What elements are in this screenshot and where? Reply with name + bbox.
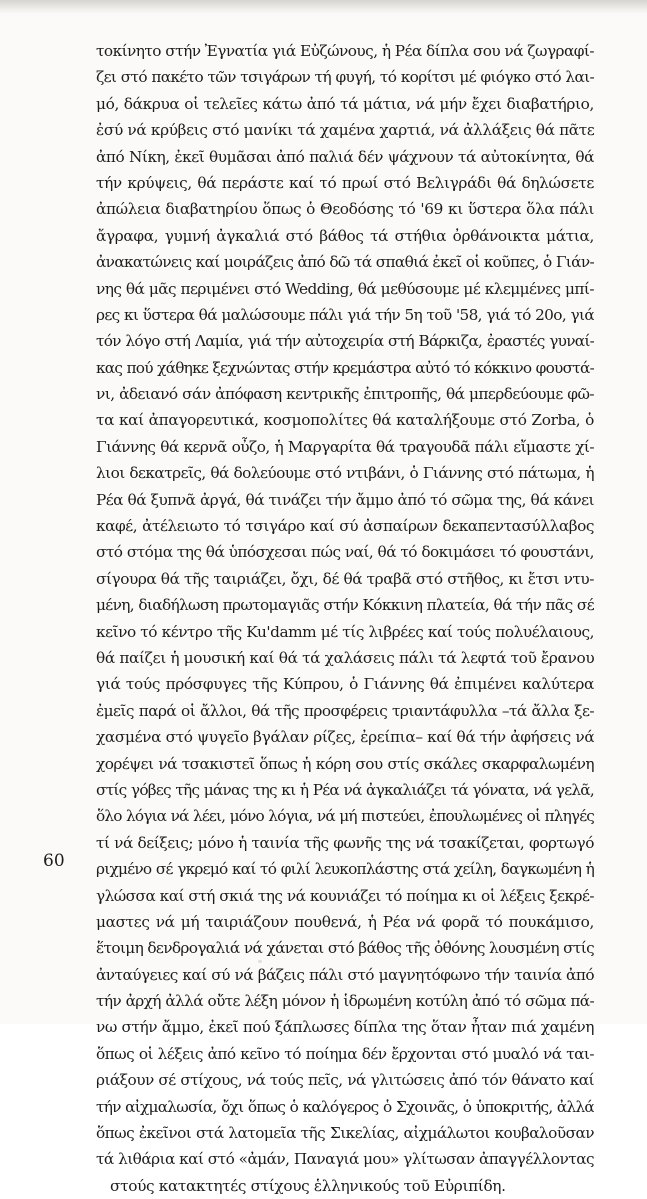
text-line: Γιάννης θά κερνᾶ οὖζο, ἡ Μαργαρίτα θά τραγουδᾶ πάλι εἴμαστε χί- bbox=[96, 437, 594, 456]
text-line: λιοι δεκατρεῖς, θά δολεύουμε στό ντιβάνι, ὁ Γιάννης στό πάτωμα, ἡ bbox=[96, 464, 594, 483]
text-line: μό, δάκρυα οἱ τελεῖες κάτω ἀπό τά μάτια, νά μήν ἔχει διαβατήριο, bbox=[96, 94, 594, 113]
text-line: γιά τούς πρόσφυγες τῆς Κύπρου, ὁ Γιάννης θά ἐπιμένει καλύτερα bbox=[96, 675, 594, 694]
text-line: ριχμένο σέ γκρεμό καί τό φιλί λευκοπλάστης στά χείλη, δαγκωμένη ἡ bbox=[96, 860, 594, 879]
text-line: τα καί ἀπαγορευτικά, κοσμοπολίτες θά καταλήξουμε στό Zorba, ὁ bbox=[96, 411, 594, 430]
text-line: κεῖνο τό κέντρο τῆς Ku'damm μέ τίς λιβρέες καί τούς πολυέλαιους, bbox=[96, 622, 594, 641]
text-line: νης θά μᾶς περιμένει στό Wedding, θά μεθύσουμε μέ κλεμμένες μπί- bbox=[96, 279, 594, 298]
text-line: τά λιθάρια καί στό «ἀμάν, Παναγιά μου» γλίτωσαν ἀπαγγέλλοντας bbox=[96, 1150, 594, 1169]
text-line: Ρέα θά ξυπνᾶ ἀργά, θά τινάζει τήν ἄμμο ἀπό τό σῶμα της, θά κάνει bbox=[96, 490, 594, 509]
page-number: 60 bbox=[43, 851, 65, 871]
text-line: ἐσύ νά κρύβεις στό μανίκι τά χαμένα χαρτιά, νά ἀλλάξεις θά πᾶτε bbox=[96, 121, 594, 140]
text-line: νω στήν ἄμμο, ἐκεῖ πού ξάπλωσες δίπλα της ὅταν ἦταν πιά χαμένη bbox=[96, 1018, 594, 1037]
text-line: καφέ, ἀτέλειωτο τό τσιγάρο καί σύ ἀσπαίρων δεκαπεντασύλλαβος bbox=[96, 517, 594, 536]
scan-speck bbox=[258, 960, 262, 963]
text-line: ἀπώλεια διαβατηρίου ὅπως ὁ Θεοδόσης τό '69 κι ὕστερα ὅλα πάλι bbox=[96, 200, 594, 219]
text-line: στίς γόβες τῆς μάνας της κι ἡ Ρέα νά ἀγκαλιάζει τά γόνατα, νά γελᾶ, bbox=[96, 780, 594, 799]
text-line: νι, ἀδειανό σάν ἀπόφαση κεντρικῆς ἐπιτροπῆς, θά μπερδεύουμε φῶ- bbox=[96, 385, 594, 404]
text-line: τήν ἀρχή ἀλλά οὔτε λέξη μόνον ἡ ἱδρωμένη κοτύλη ἀπό τό σῶμα πά- bbox=[96, 992, 594, 1011]
text-line: ὅπως οἱ λέξεις ἀπό κεῖνο τό ποίημα δέν ἔρχονται στό μυαλό νά ται- bbox=[96, 1044, 594, 1063]
text-line: ὅπως ἐκεῖνοι στά λατομεῖα τῆς Σικελίας, αἰχμάλωτοι κουβαλοῦσαν bbox=[96, 1124, 594, 1143]
text-line: στούς κατακτητές στίχους ἑλληνικούς τοῦ Εὐριπίδη. bbox=[110, 1176, 506, 1195]
text-line: κας πού χάθηκε ξεχνώντας στήν κρεμάστρα αὐτό τό κόκκινο φουστά- bbox=[96, 358, 594, 377]
text-line: ὅλο λόγια νά λέει, μόνο λόγια, νά μή πιστεύει, ἐπουλωμένες οἱ πληγές bbox=[96, 807, 594, 826]
text-line: τόν λόγο στή Λαμία, γιά τήν αὐτοχειρία στή Βάρκιζα, ἐραστές γυναί- bbox=[96, 332, 594, 351]
scan-edge-shadow bbox=[0, 0, 647, 14]
text-line: ἐμεῖς παρά οἱ ἄλλοι, θά τῆς προσφέρεις τριαντάφυλλα –τά ἄλλα ξε- bbox=[96, 701, 594, 720]
text-line: ἄγραφα, γυμνή ἀγκαλιά στό βάθος τά στήθια ὀρθάνοικτα μάτια, bbox=[96, 226, 594, 245]
text-line: γλώσσα καί στή σκιά της νά κουνιάζει τό ποίημα κι οἱ λέξεις ξεκρέ- bbox=[96, 886, 594, 905]
text-line: σίγουρα θά τῆς ταιριάζει, ὄχι, δέ θά τραβᾶ στό στῆθος, κι ἔτσι ντυ- bbox=[96, 569, 594, 588]
text-line: ρες κι ὕστερα θά μαλώσουμε πάλι γιά τήν 5η τοῦ '58, γιά τό 20ο, γιά bbox=[96, 305, 594, 324]
text-line: χορέψει νά τσακιστεῖ ὅπως ἡ κόρη σου στίς σκάλες σκαρφαλωμένη bbox=[96, 754, 594, 773]
text-line: τήν κρύψεις, θά περάστε καί τό πρωί στό Βελιγράδι θά δηλώσετε bbox=[96, 173, 594, 192]
text-line: ζει στό πακέτο τῶν τσιγάρων τή φυγή, τό κορίτσι μέ φιόγκο στό λαι- bbox=[96, 68, 594, 87]
text-line: τοκίνητο στήν Ἐγνατία γιά Εὐζώνους, ἡ Ρέα δίπλα σου νά ζωγραφί- bbox=[96, 42, 594, 60]
text-line: ἀνακατώνεις καί μοιράζεις ἀπό δῶ τά σπαθιά ἐκεῖ οἱ κοῦπες, ὁ Γιάν- bbox=[96, 253, 594, 272]
text-line: ἀπό Νίκη, ἐκεῖ θυμᾶσαι ἀπό παλιά δέν ψάχνουν τά αὐτοκίνητα, θά bbox=[96, 147, 594, 166]
text-line: στό στόμα της θά ὑπόσχεσαι πώς ναί, θά τό δοκιμάσει τό φουστάνι, bbox=[96, 543, 594, 562]
prose-text-block bbox=[96, 38, 594, 1199]
text-line: τήν αἰχμαλωσία, ὄχι ὅπως ὁ καλόγερος ὁ Σχοινᾶς, ὁ ὑποκριτής, ἀλλά bbox=[96, 1097, 594, 1116]
text-line: ἕτοιμη δενδρογαλιά νά χάνεται στό βάθος τῆς ὀθόνης λουσμένη στίς bbox=[96, 939, 594, 958]
text-line: μαστες νά μή ταιριάζουν πουθενά, ἡ Ρέα νά φορᾶ τό πουκάμισο, bbox=[96, 912, 594, 931]
text-line: ριάξουν σέ στίχους, νά τούς πεῖς, νά γλιτώσεις ἀπό τόν θάνατο καί bbox=[96, 1071, 594, 1090]
text-line: μένη, διαδήλωση πρωτομαγιᾶς στήν Κόκκινη πλατεία, θά τήν πᾶς σέ bbox=[96, 596, 594, 615]
text-line: ἀνταύγειες καί σύ νά βάζεις πάλι στό μαγνητόφωνο τήν ταινία ἀπό bbox=[96, 965, 594, 984]
text-line: θά παίζει ἡ μουσική καί θά τά χαλάσεις πάλι τά λεφτά τοῦ ἔρανου bbox=[96, 648, 594, 667]
text-line: τί νά δείξεις; μόνο ἡ ταινία τῆς φωνῆς της νά τσακίζεται, φορτωγό bbox=[96, 833, 594, 852]
text-line: χασμένα στό ψυγεῖο βγάλαν ρίζες, ἐρείπια– καί θά τήν ἀφήσεις νά bbox=[96, 728, 594, 747]
